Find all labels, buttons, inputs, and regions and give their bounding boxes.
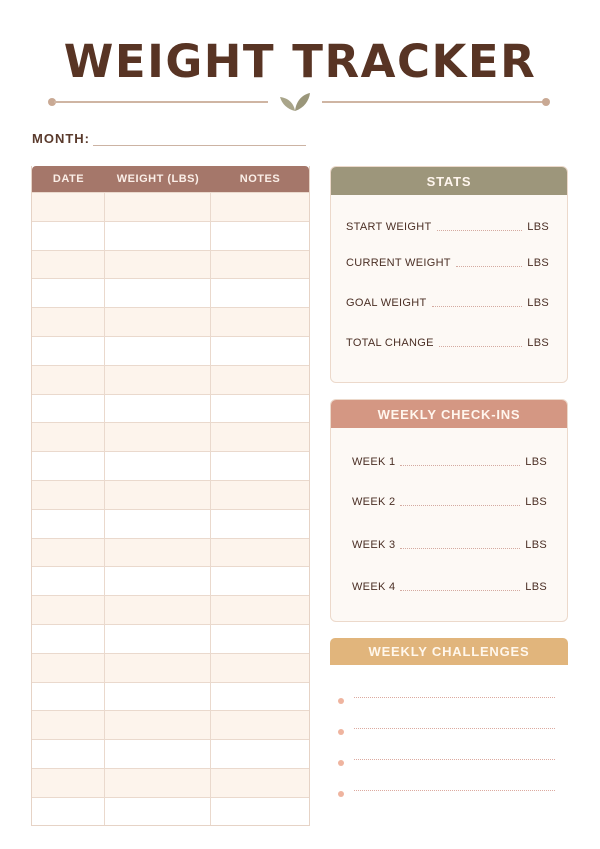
weekly-challenges-header: WEEKLY CHALLENGES [330, 638, 568, 665]
date-cell[interactable] [32, 366, 105, 394]
table-row [32, 307, 309, 336]
date-cell[interactable] [32, 798, 105, 826]
date-cell[interactable] [32, 337, 105, 365]
table-row [32, 768, 309, 797]
checkin-row-week-3[interactable] [352, 539, 547, 551]
notes-cell[interactable] [211, 711, 309, 739]
notes-cell[interactable] [211, 510, 309, 538]
leaf-sprout-icon [278, 89, 312, 113]
notes-cell[interactable] [211, 567, 309, 595]
stat-unit: LBS [527, 297, 549, 309]
checkin-unit: LBS [525, 496, 547, 508]
checkin-unit: LBS [525, 456, 547, 468]
divider-dot-right [542, 98, 550, 106]
stat-value-line[interactable] [437, 230, 523, 231]
weight-cell[interactable] [105, 279, 211, 307]
checkin-label: WEEK 4 [352, 581, 396, 593]
checkin-row-week-2[interactable] [352, 496, 547, 508]
date-cell[interactable] [32, 596, 105, 624]
table-row [32, 480, 309, 509]
notes-cell[interactable] [211, 740, 309, 768]
stat-unit: LBS [527, 337, 549, 349]
dot-bullet-icon [338, 760, 344, 766]
notes-cell[interactable] [211, 279, 309, 307]
table-header [32, 166, 309, 192]
dot-bullet-icon [338, 791, 344, 797]
notes-cell[interactable] [211, 251, 309, 279]
date-cell[interactable] [32, 711, 105, 739]
dot-bullet-icon [338, 729, 344, 735]
table-row [32, 451, 309, 480]
checkin-value-line[interactable] [400, 590, 520, 591]
notes-cell[interactable] [211, 539, 309, 567]
date-cell[interactable] [32, 423, 105, 451]
checkin-row-week-4[interactable] [352, 581, 547, 593]
date-cell[interactable] [32, 625, 105, 653]
notes-cell[interactable] [211, 683, 309, 711]
table-row [32, 221, 309, 250]
column-header-notes: NOTES [239, 173, 281, 185]
weight-cell[interactable] [105, 654, 211, 682]
page-title: WEIGHT TRACKER [63, 35, 537, 88]
stat-label: TOTAL CHANGE [346, 337, 434, 349]
table-row [32, 192, 309, 221]
challenge-input-line[interactable] [354, 759, 555, 760]
column-header-date: DATE [52, 173, 85, 185]
checkin-label: WEEK 3 [352, 539, 396, 551]
table-row [32, 710, 309, 739]
weight-cell[interactable] [105, 539, 211, 567]
stat-row-goal-weight[interactable] [346, 297, 549, 309]
table-row [32, 336, 309, 365]
weight-cell[interactable] [105, 769, 211, 797]
notes-cell[interactable] [211, 366, 309, 394]
table-row [32, 797, 309, 826]
weight-cell[interactable] [105, 222, 211, 250]
dot-bullet-icon [338, 698, 344, 704]
weight-cell[interactable] [105, 683, 211, 711]
weight-cell[interactable] [105, 711, 211, 739]
notes-cell[interactable] [211, 222, 309, 250]
weight-cell[interactable] [105, 798, 211, 826]
notes-cell[interactable] [211, 481, 309, 509]
month-input-line[interactable] [93, 145, 306, 146]
table-body [32, 192, 309, 826]
notes-cell[interactable] [211, 654, 309, 682]
date-cell[interactable] [32, 769, 105, 797]
date-cell[interactable] [32, 740, 105, 768]
notes-cell[interactable] [211, 193, 309, 221]
weight-cell[interactable] [105, 337, 211, 365]
weight-cell[interactable] [105, 452, 211, 480]
date-cell[interactable] [32, 567, 105, 595]
stat-row-total-change[interactable] [346, 337, 549, 349]
notes-cell[interactable] [211, 596, 309, 624]
stats-header: STATS [331, 167, 567, 195]
notes-cell[interactable] [211, 337, 309, 365]
date-cell[interactable] [32, 279, 105, 307]
weight-cell[interactable] [105, 596, 211, 624]
checkin-value-line[interactable] [400, 465, 520, 466]
stat-label: GOAL WEIGHT [346, 297, 427, 309]
date-cell[interactable] [32, 251, 105, 279]
weekly-checkins-header: WEEKLY CHECK-INS [331, 400, 567, 428]
notes-cell[interactable] [211, 769, 309, 797]
weight-log-table [31, 166, 310, 826]
notes-cell[interactable] [211, 452, 309, 480]
date-cell[interactable] [32, 193, 105, 221]
notes-cell[interactable] [211, 798, 309, 826]
date-cell[interactable] [32, 481, 105, 509]
weight-cell[interactable] [105, 193, 211, 221]
date-cell[interactable] [32, 510, 105, 538]
date-cell[interactable] [32, 654, 105, 682]
stat-unit: LBS [527, 221, 549, 233]
divider-line-right [322, 101, 546, 103]
notes-cell[interactable] [211, 625, 309, 653]
stat-value-line[interactable] [432, 306, 523, 307]
stat-unit: LBS [527, 257, 549, 269]
stat-value-line[interactable] [456, 266, 522, 267]
weight-cell[interactable] [105, 251, 211, 279]
notes-cell[interactable] [211, 395, 309, 423]
weight-cell[interactable] [105, 395, 211, 423]
table-row [32, 538, 309, 567]
table-row [32, 566, 309, 595]
table-row [32, 595, 309, 624]
weight-cell[interactable] [105, 366, 211, 394]
table-row [32, 653, 309, 682]
checkin-label: WEEK 1 [352, 456, 396, 468]
weight-cell[interactable] [105, 567, 211, 595]
column-header-weight: WEIGHT (LBS) [116, 173, 200, 185]
table-row [32, 624, 309, 653]
date-cell[interactable] [32, 222, 105, 250]
date-cell[interactable] [32, 683, 105, 711]
checkin-value-line[interactable] [400, 548, 520, 549]
month-label: MONTH: [32, 131, 90, 146]
checkin-value-line[interactable] [400, 505, 520, 506]
table-row [32, 394, 309, 423]
checkin-unit: LBS [525, 581, 547, 593]
date-cell[interactable] [32, 308, 105, 336]
weight-cell[interactable] [105, 510, 211, 538]
challenge-input-line[interactable] [354, 697, 555, 698]
notes-cell[interactable] [211, 308, 309, 336]
table-row [32, 250, 309, 279]
table-row [32, 682, 309, 711]
challenge-input-line[interactable] [354, 728, 555, 729]
stat-row-current-weight[interactable] [346, 257, 549, 269]
table-row [32, 278, 309, 307]
challenge-input-line[interactable] [354, 790, 555, 791]
date-cell[interactable] [32, 452, 105, 480]
weight-cell[interactable] [105, 625, 211, 653]
weight-cell[interactable] [105, 740, 211, 768]
table-row [32, 422, 309, 451]
divider-line-left [54, 101, 268, 103]
stat-row-start-weight[interactable] [346, 221, 549, 233]
checkin-unit: LBS [525, 539, 547, 551]
table-row [32, 509, 309, 538]
checkin-label: WEEK 2 [352, 496, 396, 508]
date-cell[interactable] [32, 539, 105, 567]
weight-cell[interactable] [105, 423, 211, 451]
table-row [32, 739, 309, 768]
table-row [32, 365, 309, 394]
stat-value-line[interactable] [439, 346, 523, 347]
stat-label: START WEIGHT [346, 221, 432, 233]
date-cell[interactable] [32, 395, 105, 423]
weight-cell[interactable] [105, 481, 211, 509]
checkin-row-week-1[interactable] [352, 456, 547, 468]
stat-label: CURRENT WEIGHT [346, 257, 451, 269]
weight-cell[interactable] [105, 308, 211, 336]
stats-card [330, 166, 568, 383]
notes-cell[interactable] [211, 423, 309, 451]
